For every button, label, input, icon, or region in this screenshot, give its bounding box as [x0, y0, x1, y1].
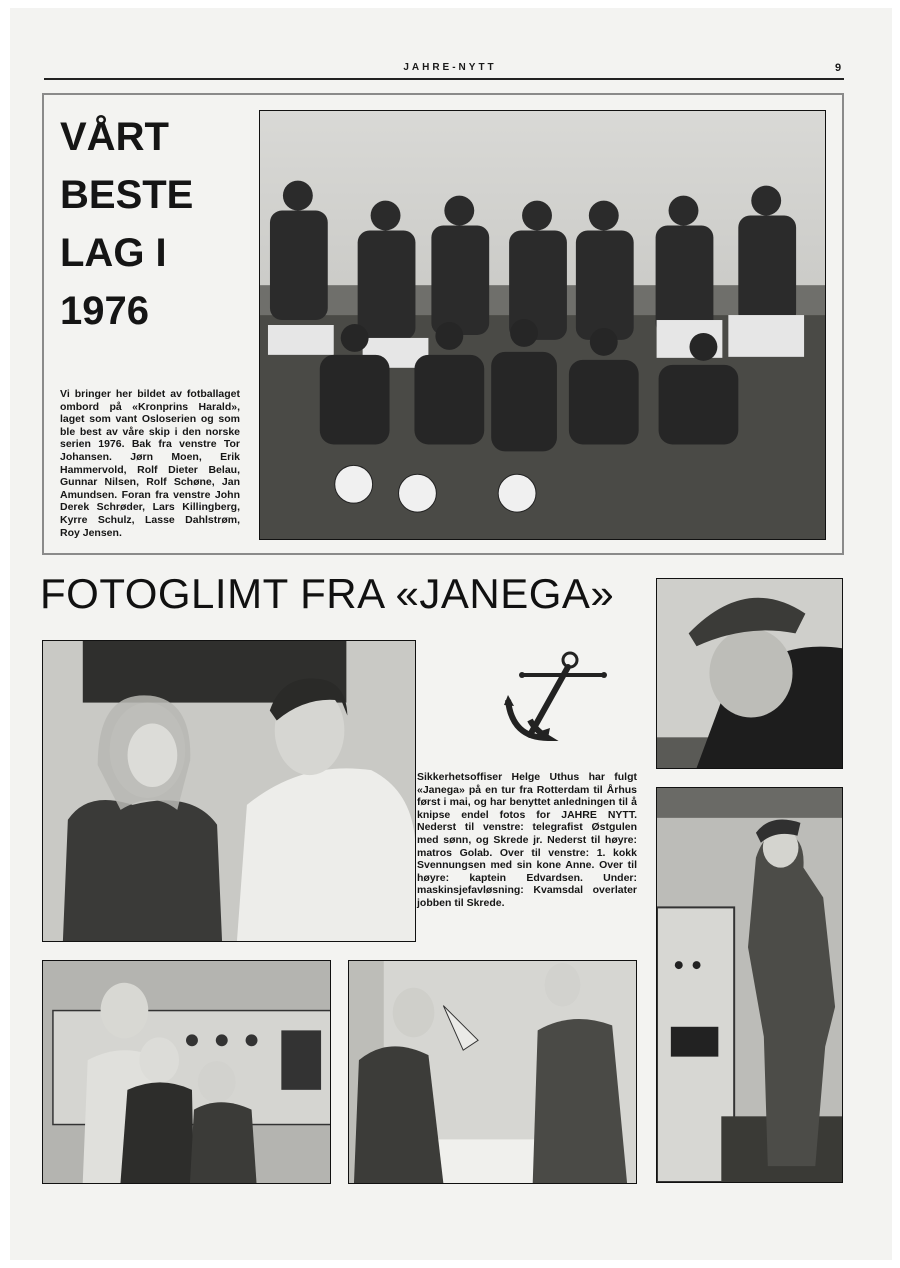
bridge-chart-photo	[348, 960, 637, 1184]
engine-room-photo	[656, 787, 843, 1183]
headline-line: VÅRT	[60, 115, 169, 159]
headline-line: BESTE	[60, 173, 194, 217]
cook-and-wife-photo	[42, 640, 416, 942]
radio-room-photo	[42, 960, 331, 1184]
header-rule	[44, 78, 844, 80]
janega-section-title: FOTOGLIMT FRA «JANEGA»	[40, 570, 615, 617]
magazine-title: JAHRE-NYTT	[403, 62, 497, 73]
captain-photo	[656, 578, 843, 769]
team-photo-caption: Vi bringer her bildet av fotballaget ombord på «Kronprins Harald», laget som vant Osloserien og som ble best av våre skip i den norske serien 1976. Bak fra venstre Tor Johansen. Jørn Moen, Erik Hammervold, Rolf Dieter Belau, Gunnar Nilsen, Rolf Schøne, Jan Amundsen. Foran fra venstre John Derek Schrøder, Lars Killingberg, Kyrre Schulz, Lasse Dahlstrøm, Roy Jensen.	[60, 388, 240, 539]
headline-line: 1976	[60, 289, 149, 333]
headline-line: LAG I	[60, 231, 167, 275]
football-team-photo	[259, 110, 826, 540]
janega-photo-caption: Sikkerhetsoffiser Helge Uthus har fulgt «Janega» på en tur fra Rotterdam til Århus først i mai, og har benyttet anledningen til å knipse endel fotos for JAHRE NYTT. Nederst til venstre: telegrafist Østgulen med sønn, og Skrede jr. Nederst til høyre: matros Golab. Over til venstre: 1. kokk Svennungsen med sin kone Anne. Over til høyre: kaptein Edvardsen. Under: maskinsjefavløsning: Kvamsdal overlater jobben til Skrede.	[417, 771, 637, 909]
anchor-icon	[500, 650, 610, 745]
team-headline	[60, 108, 240, 340]
page-number: 9	[835, 62, 842, 74]
